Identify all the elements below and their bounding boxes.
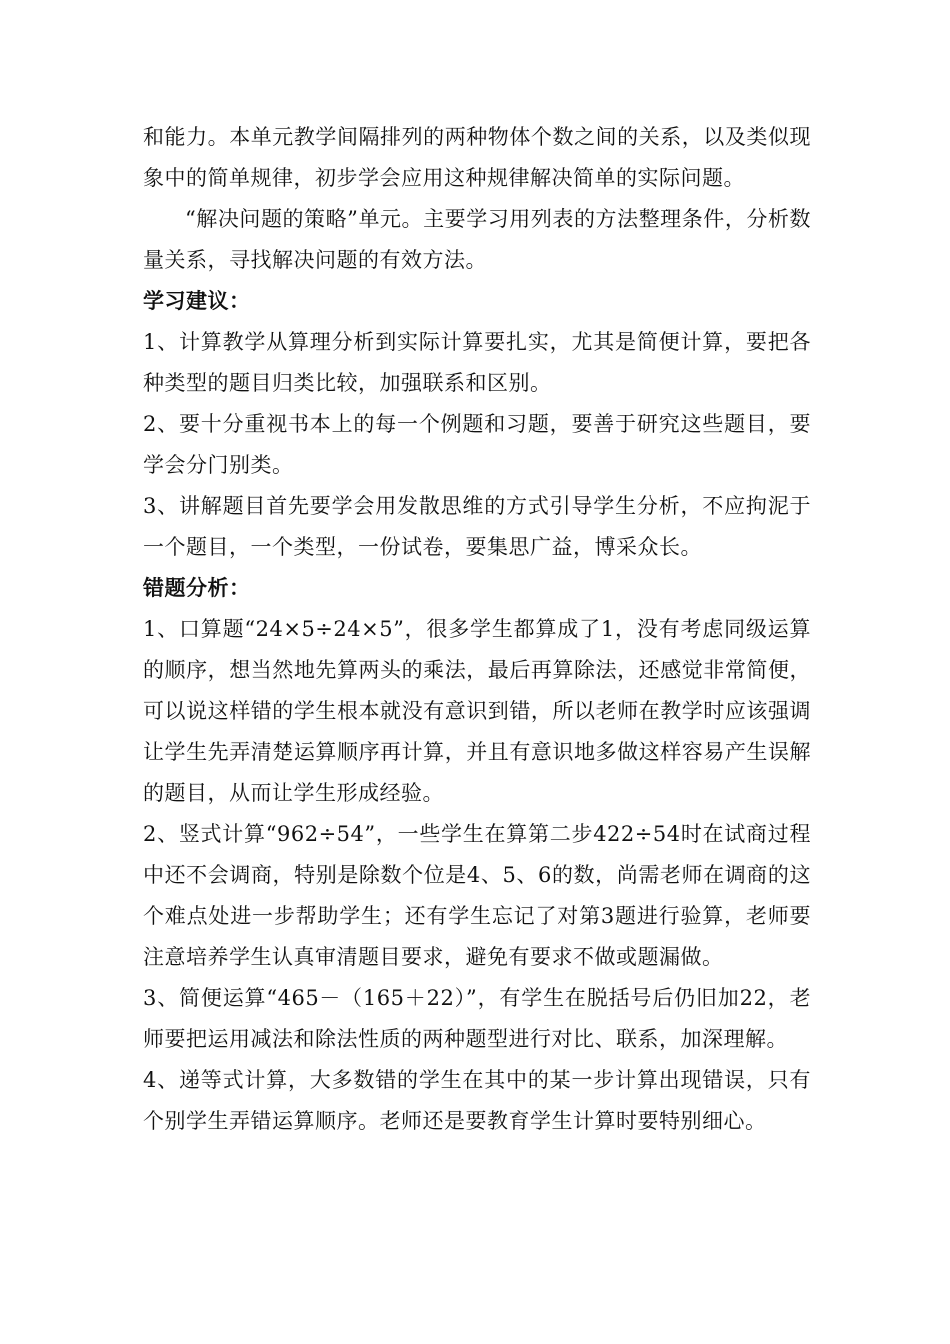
suggestion-item-2: 2、要十分重视书本上的每一个例题和习题，要善于研究这些题目，要学会分门别类。 (143, 412, 811, 477)
intro-paragraph-continuation: 和能力。本单元教学间隔排列的两种物体个数之间的关系，以及类似现象中的简单规律，初步学会应用这种规律解决简单的实际问题。 (143, 125, 811, 190)
error-analysis-heading: 错题分析： (143, 576, 251, 600)
error-item-1: 1、口算题“24×5÷24×5”，很多学生都算成了1，没有考虑同级运算的顺序，想当然地先算两头的乘法，最后再算除法，还感觉非常简便，可以说这样错的学生根本就没有意识到错，所以老师在教学时应该强调让学生先弄清楚运算顺序再计算，并且有意识地多做这样容易产生误解的题目，从而让学生形成经验。 (143, 617, 811, 805)
error-item-2: 2、竖式计算“962÷54”，一些学生在算第二步422÷54时在试商过程中还不会调商，特别是除数个位是4、5、6的数，尚需老师在调商的这个难点处进一步帮助学生；还有学生忘记了对第3题进行验算，老师要注意培养学生认真审清题目要求，避免有要求不做或题漏做。 (143, 822, 811, 969)
intro-paragraph-strategy-unit: “解决问题的策略”单元。主要学习用列表的方法整理条件，分析数量关系，寻找解决问题的有效方法。 (143, 207, 811, 272)
suggestion-item-1: 1、计算教学从算理分析到实际计算要扎实，尤其是简便计算，要把各种类型的题目归类比较，加强联系和区别。 (143, 330, 811, 395)
study-suggestions-heading: 学习建议： (143, 289, 251, 313)
error-item-4: 4、递等式计算，大多数错的学生在其中的某一步计算出现错误，只有个别学生弄错运算顺序。老师还是要教育学生计算时要特别细心。 (143, 1068, 811, 1133)
error-item-3: 3、简便运算“465－（165＋22）”，有学生在脱括号后仍旧加22，老师要把运用减法和除法性质的两种题型进行对比、联系，加深理解。 (143, 986, 811, 1051)
suggestion-item-3: 3、讲解题目首先要学会用发散思维的方式引导学生分析，不应拘泥于一个题目，一个类型，一份试卷，要集思广益，博采众长。 (143, 494, 811, 559)
document-page (143, 117, 811, 1142)
